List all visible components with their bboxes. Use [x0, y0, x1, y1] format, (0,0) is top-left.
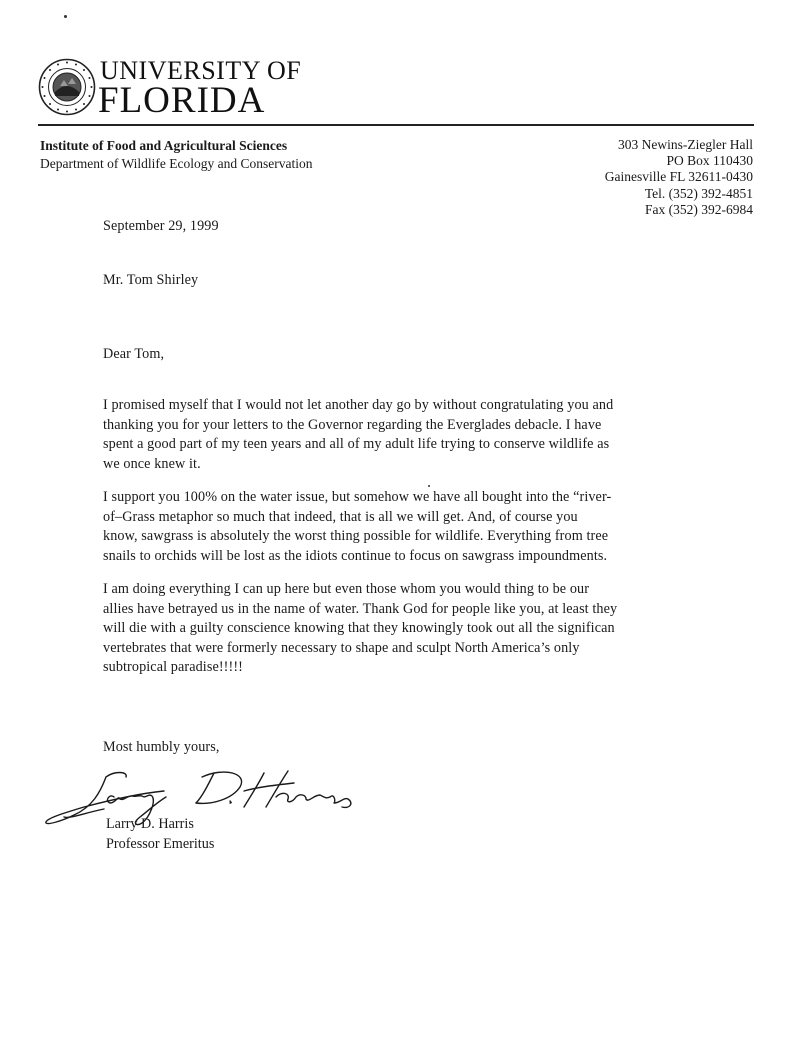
letter-paragraph-2	[103, 488, 611, 566]
paragraph-line: allies have betrayed us in the name of water. Thank God for people like you, at least they	[103, 600, 618, 617]
paragraph-line: will die with a guilty conscience knowing that they knowingly took out all the significan	[103, 620, 615, 637]
paragraph-line: vertebrates that were formerly necessary to shape and sculpt North America’s only	[103, 639, 580, 656]
paragraph-line: we once knew it.	[103, 455, 201, 472]
address-line: Gainesville FL 32611-0430	[604, 169, 753, 185]
paragraph-line: I support you 100% on the water issue, but somehow we have all bought into the “river-	[103, 489, 612, 505]
university-seal-icon	[38, 58, 96, 116]
letter-paragraph-1	[103, 396, 613, 474]
letter-salutation: Dear Tom,	[103, 346, 165, 362]
paragraph-line: I am doing everything I can up here but even those whom you would thing to be our	[103, 581, 590, 597]
scan-speck	[428, 485, 430, 487]
paragraph-line: snails to orchids will be lost as the idiots continue to focus on sawgrass impoundments.	[103, 547, 608, 564]
letterhead-divider	[38, 124, 754, 126]
paragraph-line: subtropical paradise!!!!!	[103, 659, 243, 676]
letter-closing: Most humbly yours,	[103, 739, 220, 755]
address-block	[605, 137, 753, 218]
address-line: 303 Newins-Ziegler Hall	[618, 137, 753, 152]
paragraph-line: of–Grass metaphor so much that indeed, that is all we will get. And, of course you	[103, 508, 578, 525]
institute-name: Institute of Food and Agricultural Sciences	[40, 138, 288, 153]
telephone: Tel. (352) 392-4851	[644, 185, 753, 201]
letter-date: September 29, 1999	[103, 218, 219, 234]
letterhead-university-line2: FLORIDA	[98, 80, 266, 121]
paragraph-line: I promised myself that I would not let another day go by without congratulating you and	[103, 397, 614, 413]
signer-name: Larry D. Harris	[106, 816, 194, 832]
letter-paragraph-3	[103, 580, 617, 678]
letterhead-university-line1: UNIVERSITY OF	[100, 56, 302, 85]
paragraph-line: know, sawgrass is absolutely the worst thing possible for wildlife. Everything from tree	[103, 528, 609, 545]
letter-recipient: Mr. Tom Shirley	[103, 272, 199, 288]
paragraph-line: spent a good part of my teen years and all of my adult life trying to conserve wildlife as	[103, 436, 610, 453]
address-line: PO Box 110430	[666, 153, 753, 169]
signer-title: Professor Emeritus	[106, 835, 215, 852]
fax: Fax (352) 392-6984	[645, 201, 753, 217]
signer-block	[106, 815, 214, 854]
department-name: Department of Wildlife Ecology and Conservation	[40, 156, 313, 171]
scan-speck	[64, 15, 67, 18]
department-block	[40, 137, 313, 173]
paragraph-line: thanking you for your letters to the Governor regarding the Everglades debacle. I have	[103, 416, 602, 433]
